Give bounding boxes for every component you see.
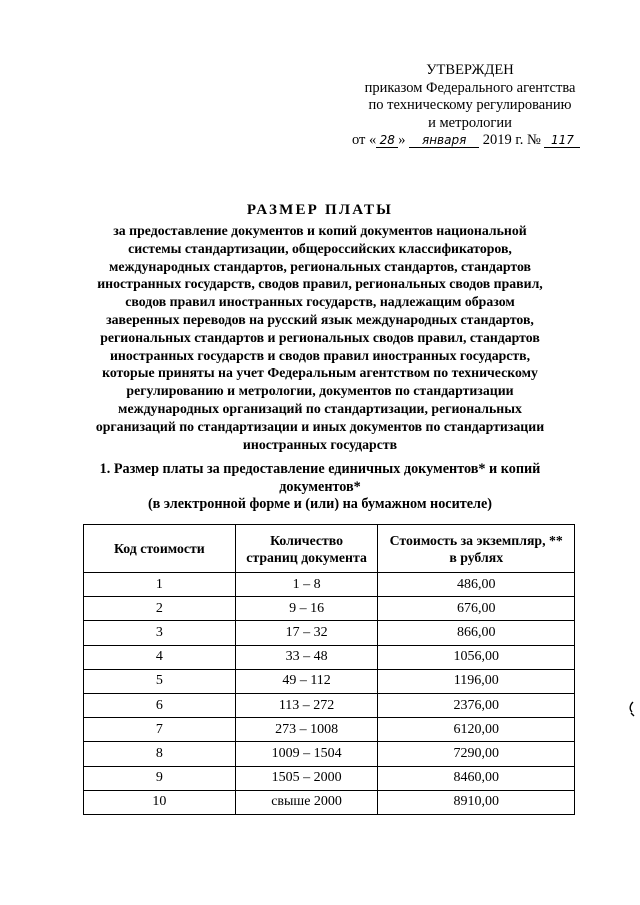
approval-line-2: по техническому регулированию bbox=[368, 97, 572, 114]
table-row bbox=[84, 645, 575, 669]
subtitle-line: регулированию и метрологии, документов по стандартизации bbox=[126, 383, 514, 399]
approval-date-line bbox=[340, 132, 600, 150]
cell-code: 6 bbox=[84, 693, 236, 717]
section-line-2: документов* bbox=[279, 478, 361, 495]
subtitle-line: заверенных переводов на русский язык международных стандартов, bbox=[106, 311, 534, 327]
cell-cost: 7290,00 bbox=[378, 742, 575, 766]
header-page-count bbox=[235, 525, 378, 573]
date-month: января bbox=[409, 134, 479, 148]
cell-pages: 17 – 32 bbox=[235, 621, 378, 645]
header-cost-line-2: в рублях bbox=[449, 549, 504, 565]
cell-cost: 8460,00 bbox=[378, 766, 575, 790]
subtitle-line: иностранных государств bbox=[242, 436, 398, 452]
cell-code: 5 bbox=[84, 669, 236, 693]
subtitle-line: системы стандартизации, общероссийских классификаторов, bbox=[128, 240, 512, 256]
cell-code: 7 bbox=[84, 718, 236, 742]
document-subtitle bbox=[60, 222, 580, 453]
subtitle-line: международных организаций по стандартизации, региональных bbox=[118, 400, 522, 416]
approval-line-1: приказом Федерального агентства bbox=[364, 79, 576, 96]
cell-cost: 2376,00 bbox=[378, 693, 575, 717]
subtitle-line: региональных стандартов и региональных сводов правил, стандартов bbox=[100, 329, 540, 345]
cell-pages: 1009 – 1504 bbox=[235, 742, 378, 766]
cell-cost: 1056,00 bbox=[378, 645, 575, 669]
scan-mark bbox=[626, 700, 636, 718]
approval-block bbox=[340, 62, 600, 150]
cell-pages: свыше 2000 bbox=[235, 790, 378, 814]
date-mid: » bbox=[398, 132, 406, 149]
header-page-count-line-1: Количество bbox=[270, 532, 344, 548]
cell-code: 2 bbox=[84, 597, 236, 621]
header-page-count-line-2: страниц документа bbox=[246, 549, 367, 565]
table-row bbox=[84, 718, 575, 742]
order-number: 117 bbox=[544, 134, 580, 148]
cell-cost: 6120,00 bbox=[378, 718, 575, 742]
subtitle-line: иностранных государств и сводов правил иностранных государств, bbox=[109, 347, 531, 363]
table-row bbox=[84, 669, 575, 693]
cell-pages: 33 – 48 bbox=[235, 645, 378, 669]
header-cost bbox=[378, 525, 575, 573]
table-row bbox=[84, 766, 575, 790]
cell-pages: 49 – 112 bbox=[235, 669, 378, 693]
cell-cost: 676,00 bbox=[378, 597, 575, 621]
approval-heading: УТВЕРЖДЕН bbox=[426, 62, 514, 78]
date-day: 28 bbox=[376, 134, 398, 148]
cell-cost: 1196,00 bbox=[378, 669, 575, 693]
cell-pages: 113 – 272 bbox=[235, 693, 378, 717]
section-line-1: 1. Размер платы за предоставление единичных документов* и копий bbox=[99, 461, 541, 477]
subtitle-line: организаций по стандартизации и иных документов по стандартизации bbox=[95, 418, 545, 434]
subtitle-line: международных стандартов, региональных стандартов, стандартов bbox=[109, 258, 531, 274]
section-line-3: (в электронной форме и (или) на бумажном носителе) bbox=[147, 496, 493, 512]
cell-code: 8 bbox=[84, 742, 236, 766]
table-row bbox=[84, 621, 575, 645]
subtitle-line: которые приняты на учет Федеральным агентством по техническому bbox=[102, 365, 538, 381]
subtitle-line: сводов правил иностранных государств, надлежащим образом bbox=[125, 294, 515, 310]
cell-pages: 273 – 1008 bbox=[235, 718, 378, 742]
table-row bbox=[84, 790, 575, 814]
fee-table bbox=[83, 524, 575, 815]
cell-cost: 8910,00 bbox=[378, 790, 575, 814]
document-title: РАЗМЕР ПЛАТЫ bbox=[246, 202, 394, 218]
cell-pages: 1505 – 2000 bbox=[235, 766, 378, 790]
table-row bbox=[84, 742, 575, 766]
cell-code: 3 bbox=[84, 621, 236, 645]
date-year: 2019 г. № bbox=[482, 132, 541, 149]
header-cost-code: Код стоимости bbox=[84, 525, 236, 573]
table-row bbox=[84, 597, 575, 621]
date-prefix: от « bbox=[352, 132, 377, 149]
approval-line-3: и метрологии bbox=[428, 114, 512, 131]
subtitle-line: иностранных государств, сводов правил, региональных сводов правил, bbox=[97, 276, 543, 292]
cell-cost: 866,00 bbox=[378, 621, 575, 645]
cell-code: 1 bbox=[84, 573, 236, 597]
cell-code: 4 bbox=[84, 645, 236, 669]
subtitle-line: за предоставление документов и копий документов национальной bbox=[113, 223, 527, 238]
cell-code: 9 bbox=[84, 766, 236, 790]
header-cost-line-1: Стоимость за экземпляр, ** bbox=[389, 532, 563, 548]
section-heading bbox=[60, 461, 580, 514]
table-header-row bbox=[84, 525, 575, 573]
cell-code: 10 bbox=[84, 790, 236, 814]
table-row bbox=[84, 573, 575, 597]
cell-cost: 486,00 bbox=[378, 573, 575, 597]
table-row bbox=[84, 693, 575, 717]
cell-pages: 9 – 16 bbox=[235, 597, 378, 621]
cell-pages: 1 – 8 bbox=[235, 573, 378, 597]
